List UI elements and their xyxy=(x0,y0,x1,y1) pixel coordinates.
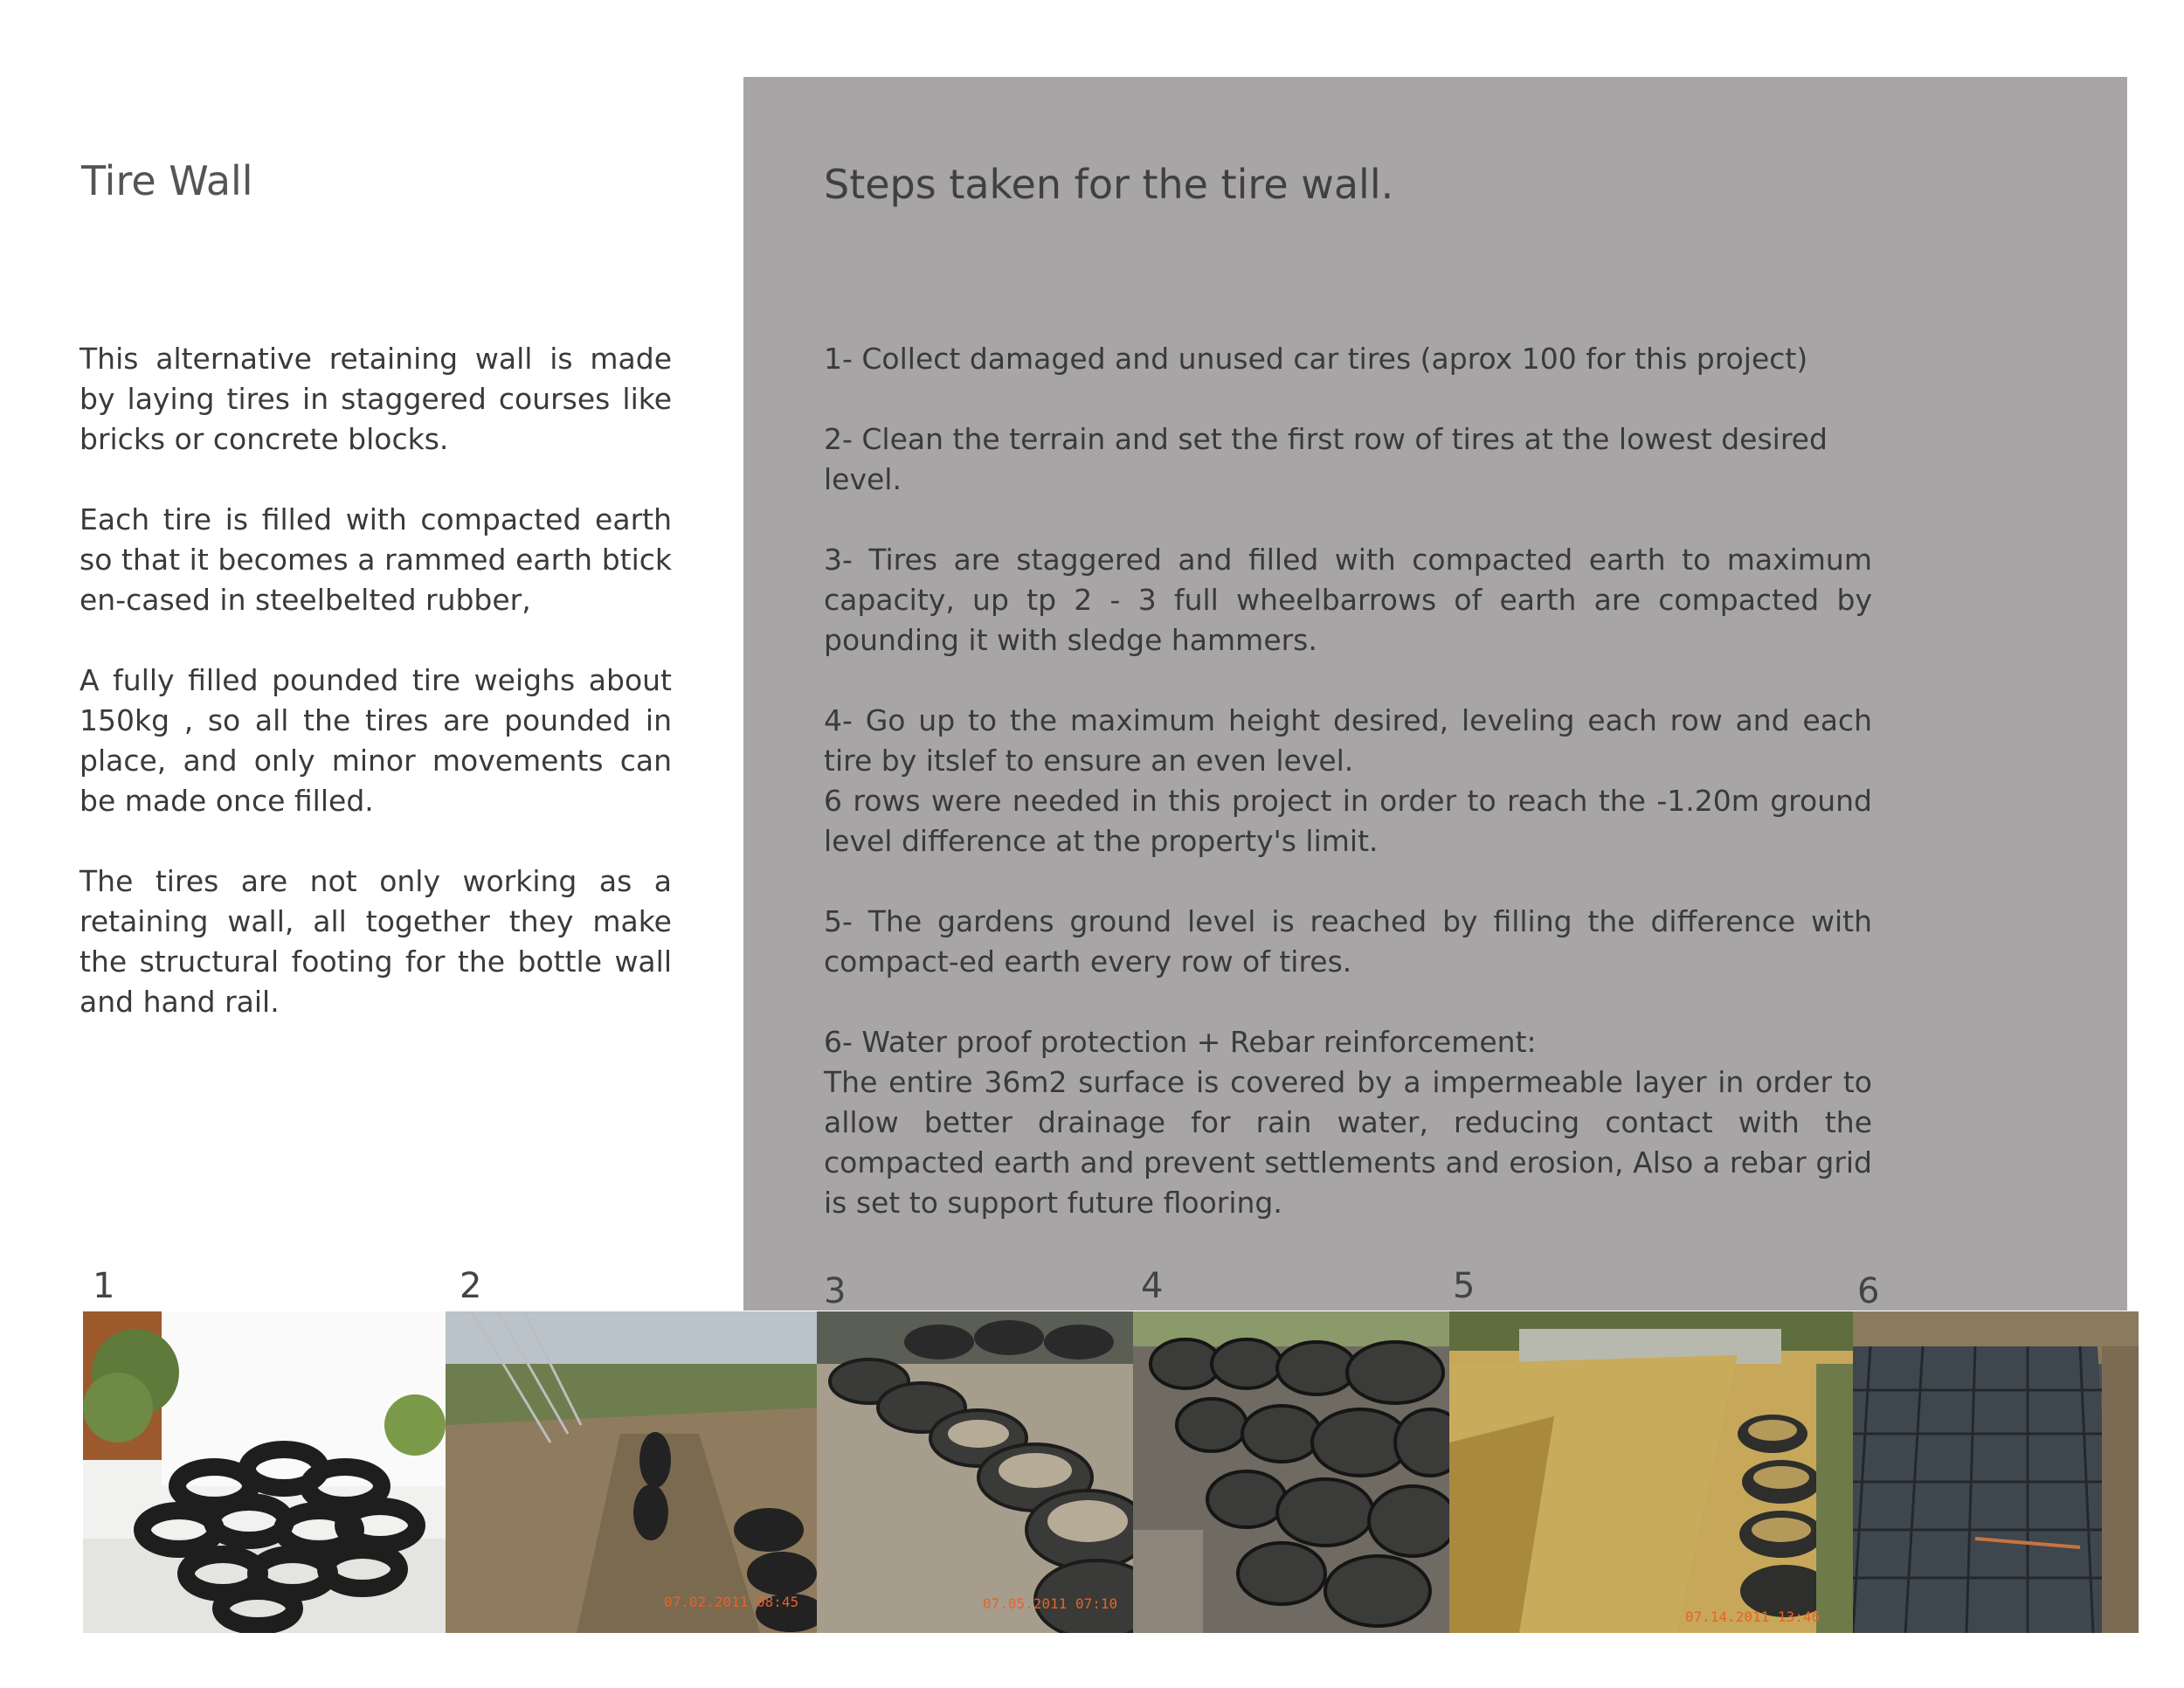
page-title: Tire Wall xyxy=(81,157,253,204)
step-4-note: 6 rows were needed in this project in order to reach the -1.20m ground level difference at the property's limit. xyxy=(824,784,1872,858)
photo-3-timestamp: 07.05.2011 07:10 xyxy=(983,1595,1118,1612)
step-5: 5- The gardens ground level is reached by filling the difference with compact-ed earth every row of tires. xyxy=(824,904,1872,979)
photo-4-tire-wall xyxy=(1133,1311,1449,1633)
steps-title: Steps taken for the tire wall. xyxy=(824,161,1394,208)
photo-label-1: 1 xyxy=(93,1266,115,1306)
description-paragraph-1: This alternative retaining wall is made by laying tires in staggered courses like bricks or concrete blocks. xyxy=(79,342,672,456)
step-2: 2- Clean the terrain and set the first row of tires at the lowest desired level. xyxy=(824,422,1828,496)
photo-label-3: 3 xyxy=(824,1271,847,1311)
step-6-note: The entire 36m2 surface is covered by a impermeable layer in order to allow better drainage for rain water, reducing contact with the compacted earth and prevent settlements and erosion, Also a rebar grid is set to support future flooring. xyxy=(824,1065,1872,1220)
photo-1-tire-pile xyxy=(83,1311,446,1633)
description-paragraph-2: Each tire is filled with compacted earth so that it becomes a rammed earth btick en-cased in steelbelted rubber, xyxy=(79,502,672,617)
photo-6-rebar-grid xyxy=(1853,1311,2139,1633)
photo-3-staggered-tires xyxy=(817,1311,1133,1633)
photo-2-timestamp: 07.02.2011 08:45 xyxy=(664,1594,799,1610)
step-1: 1- Collect damaged and unused car tires (aprox 100 for this project) xyxy=(824,342,1808,376)
steps-list xyxy=(824,339,1872,1263)
step-3: 3- Tires are staggered and filled with compacted earth to maximum capacity, up tp 2 - 3 full wheelbarrows of earth are compacted by pounding it with sledge hammers. xyxy=(824,543,1872,657)
description xyxy=(79,339,672,1062)
photo-5-timestamp: 07.14.2011 13:46 xyxy=(1685,1608,1821,1625)
photo-label-5: 5 xyxy=(1453,1266,1476,1306)
photo-label-2: 2 xyxy=(460,1266,482,1306)
photo-2-trench xyxy=(446,1311,817,1633)
step-6: 6- Water proof protection + Rebar reinforcement: xyxy=(824,1025,1537,1059)
photo-label-6: 6 xyxy=(1857,1271,1880,1311)
description-paragraph-3: A fully filled pounded tire weighs about 150kg , so all the tires are pounded in place, and only minor movements can be made once filled. xyxy=(79,663,672,818)
description-paragraph-4: The tires are not only working as a retaining wall, all together they make the structural footing for the bottle wall and hand rail. xyxy=(79,864,672,1019)
photo-label-4: 4 xyxy=(1141,1266,1164,1306)
step-4: 4- Go up to the maximum height desired, leveling each row and each tire by itslef to ensure an even level. xyxy=(824,703,1872,778)
photo-5-garden-fill xyxy=(1449,1311,1853,1633)
